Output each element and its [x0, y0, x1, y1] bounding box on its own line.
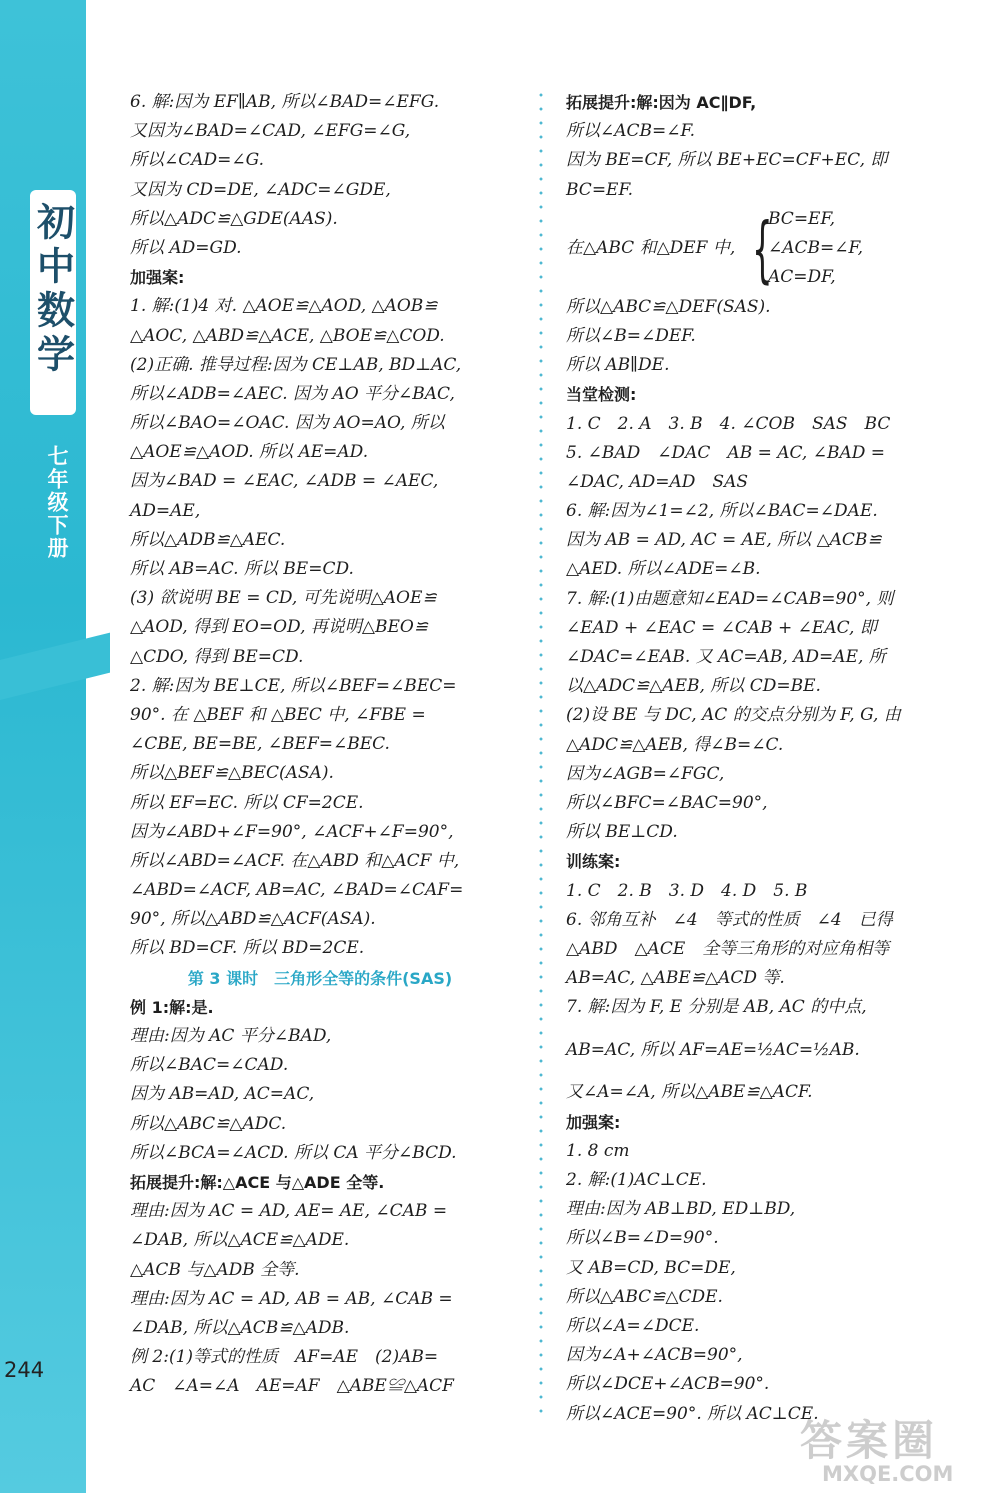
text-line: 理由:因为 AC = AD, AB = AB, ∠CAB =: [130, 1288, 453, 1309]
text-line: 所以 AB∥DE.: [566, 355, 670, 376]
text-line: △AED. 所以∠ADE=∠B.: [566, 559, 761, 580]
text-line: 理由:因为 AC 平分∠BAD,: [130, 1026, 332, 1046]
text-line: 5. ∠BAD ∠DAC AB = AC, ∠BAD =: [566, 442, 886, 463]
subject-title-box: [30, 190, 76, 415]
text-line: 所以∠ADB=∠AEC. 因为 AO 平分∠BAC,: [130, 383, 455, 404]
text-line: 所以 AB=AC. 所以 BE=CD.: [130, 559, 354, 579]
text-line: 所以 BE⊥CD.: [566, 822, 678, 843]
watermark: [800, 1408, 985, 1486]
text-line: 所以 EF=EC. 所以 CF=2CE.: [130, 792, 364, 813]
text-line: 7. 解:因为 F, E 分别是 AB, AC 的中点,: [566, 997, 867, 1018]
text-line: ∠DAB, 所以△ACB≌△ADB.: [130, 1317, 350, 1338]
column-divider: [538, 88, 544, 1418]
text-line: 因为 AB=AD, AC=AC,: [130, 1084, 315, 1105]
text-line: AD=AE,: [130, 500, 201, 521]
text-line: 90°. 在 △BEF 和 △BEC 中, ∠FBE =: [130, 704, 426, 725]
text-line: AC ∠A=∠A AE=AF △ABE≌△ACF: [130, 1376, 454, 1397]
text-line: 又∠A=∠A, 所以△ABE≌△ACF.: [566, 1082, 813, 1103]
page-number: 244: [4, 1358, 45, 1382]
text-line: 1. C 2. B 3. D 4. D 5. B: [566, 880, 808, 901]
text-line: 因为∠BAD = ∠EAC, ∠ADB = ∠AEC,: [130, 471, 439, 492]
brace-item: BC=EF,: [768, 208, 836, 229]
text-line: 1. 8 cm: [566, 1140, 630, 1161]
text-line: 因为 AB = AD, AC = AE, 所以 △ACB≌: [566, 530, 882, 551]
section-heading: 训练案:: [566, 852, 621, 872]
text-line: △AOC, △ABD≌△ACE, △BOE≌△COD.: [130, 325, 445, 346]
text-line: 例 2:(1)等式的性质 AF=AE (2)AB=: [130, 1347, 439, 1368]
text-line: ∠DAC, AD=AD SAS: [566, 471, 748, 492]
text-line: 所以△ABC≌△CDE.: [566, 1286, 723, 1307]
text-line: 所以△ADB≌△AEC.: [130, 529, 286, 550]
text-line: △CDO, 得到 BE=CD.: [130, 646, 304, 667]
text-line: 因为∠A+∠ACB=90°,: [566, 1345, 743, 1366]
grade-label: 七年级下册: [45, 445, 69, 560]
text-line: 所以∠BAC=∠CAD.: [130, 1055, 289, 1076]
text-line: AB=AC, △ABE≌△ACD 等.: [566, 968, 785, 989]
text-line: 又 AB=CD, BC=DE,: [566, 1257, 736, 1278]
text-line: 理由:因为 AB⊥BD, ED⊥BD,: [566, 1199, 796, 1220]
subject-title: 初中数学: [30, 202, 75, 378]
text-line: 所以∠ACE=90°. 所以 AC⊥CE.: [566, 1403, 819, 1424]
text-line: 以△ADC≌△AEB, 所以 CD=BE.: [566, 676, 821, 697]
brace-item: AC=DF,: [768, 267, 836, 288]
text-line: 又因为∠BAD=∠CAD, ∠EFG=∠G,: [130, 121, 411, 142]
text-line: ∠ABD=∠ACF, AB=AC, ∠BAD=∠CAF=: [130, 880, 464, 901]
watermark-url: MXQE.COM: [822, 1462, 954, 1486]
text-line: 所以∠A=∠DCE.: [566, 1315, 700, 1336]
text-line: 因为 BE=CF, 所以 BE+EC=CF+EC, 即: [566, 150, 888, 171]
text-line: 1. 解:(1)4 对. △AOE≌△AOD, △AOB≌: [130, 296, 438, 317]
text-line: (2)正确. 推导过程:因为 CE⊥AB, BD⊥AC,: [130, 354, 462, 375]
section-heading: 拓展提升:解:因为 AC∥DF,: [566, 93, 757, 112]
section-heading: 加强案:: [566, 1112, 621, 1132]
text-line: ∠EAD + ∠EAC = ∠CAB + ∠EAC, 即: [566, 617, 877, 638]
text-line: 所以∠BAO=∠OAC. 因为 AO=AO, 所以: [130, 413, 445, 434]
text-line: 所以∠BCA=∠ACD. 所以 CA 平分∠BCD.: [130, 1142, 457, 1163]
text-line: 所以∠DCE+∠ACB=90°.: [566, 1374, 770, 1395]
left-column: [130, 88, 510, 1401]
section-heading: 当堂检测:: [566, 385, 637, 405]
text-line: 所以△ABC≌△DEF(SAS).: [566, 296, 771, 317]
text-line: 2. 解:因为 BE⊥CE, 所以∠BEF=∠BEC=: [130, 675, 457, 696]
brace-system: [566, 205, 946, 293]
text-line: 因为∠ABD+∠F=90°, ∠ACF+∠F=90°,: [130, 821, 454, 842]
text-line: ∠DAC=∠EAB. 又 AC=AB, AD=AE, 所: [566, 647, 886, 667]
text-line: 所以∠ABD=∠ACF. 在△ABD 和△ACF 中,: [130, 850, 460, 871]
text-line: 1. C 2. A 3. B 4. ∠COB SAS BC: [566, 413, 891, 434]
lesson-heading: 第 3 课时 三角形全等的条件(SAS): [187, 968, 453, 988]
sidebar: [0, 0, 86, 1493]
text-line: △AOE≌△AOD. 所以 AE=AD.: [130, 442, 369, 463]
right-column: [566, 88, 946, 1429]
text-line: 理由:因为 AC = AD, AE= AE, ∠CAB =: [130, 1201, 448, 1222]
text-line: 所以∠BFC=∠BAC=90°,: [566, 792, 768, 813]
text-line: 所以 BD=CF. 所以 BD=2CE.: [130, 938, 365, 959]
left-brace-glyph: {: [752, 206, 773, 291]
text-line: (3) 欲说明 BE = CD, 可先说明△AOE≌: [130, 588, 437, 609]
text-line: 7. 解:(1)由题意知∠EAD=∠CAB=90°, 则: [566, 588, 894, 609]
text-line: △ACB 与△ADB 全等.: [130, 1259, 300, 1280]
text-line: △ADC≌△AEB, 得∠B=∠C.: [566, 734, 784, 755]
watermark-cn: 答案圈: [800, 1416, 939, 1465]
text-line: 所以△ABC≌△ADC.: [130, 1113, 287, 1134]
text-line: ∠CBE, BE=BE, ∠BEF=∠BEC.: [130, 734, 390, 755]
text-line: 所以∠B=∠DEF.: [566, 325, 696, 346]
text-line: △AOD, 得到 EO=OD, 再说明△BEO≌: [130, 617, 429, 638]
example-heading: 例 1:解:是.: [130, 997, 214, 1017]
text-line: ∠DAB, 所以△ACE≌△ADE.: [130, 1230, 350, 1251]
section-heading: 加强案:: [130, 268, 185, 288]
text-line: 所以∠B=∠D=90°.: [566, 1228, 719, 1249]
brace-items: [768, 205, 863, 293]
fraction-line: AB=AC, 所以 AF=AE=½AC=½AB.: [566, 1040, 860, 1061]
text-line: 6. 解:因为 EF∥AB, 所以∠BAD=∠EFG.: [130, 92, 440, 112]
text-line: 所以 AD=GD.: [130, 237, 242, 258]
text-line: 6. 邻角互补 ∠4 等式的性质 ∠4 已得: [566, 909, 893, 930]
text-line: 因为∠AGB=∠FGC,: [566, 763, 725, 784]
text-line: BC=EF.: [566, 179, 634, 200]
text-line: △ABD △ACE 全等三角形的对应角相等: [566, 938, 890, 959]
brace-lead: 在△ABC 和△DEF 中,: [566, 237, 736, 258]
text-line: 6. 解:因为∠1=∠2, 所以∠BAC=∠DAE.: [566, 501, 878, 522]
brace-item: ∠ACB=∠F,: [768, 237, 864, 258]
text-line: 90°, 所以△ABD≌△ACF(ASA).: [130, 909, 376, 930]
text-line: 又因为 CD=DE, ∠ADC=∠GDE,: [130, 179, 391, 200]
text-line: 2. 解:(1)AC⊥CE.: [566, 1170, 707, 1190]
text-line: (2)设 BE 与 DC, AC 的交点分别为 F, G, 由: [566, 705, 901, 726]
text-line: 所以△BEF≌△BEC(ASA).: [130, 763, 334, 784]
section-heading: 拓展提升:解:△ACE 与△ADE 全等.: [130, 1172, 385, 1192]
text-line: 所以△ADC≌△GDE(AAS).: [130, 208, 338, 229]
text-line: 所以∠CAD=∠G.: [130, 150, 265, 171]
text-line: 所以∠ACB=∠F.: [566, 121, 696, 142]
